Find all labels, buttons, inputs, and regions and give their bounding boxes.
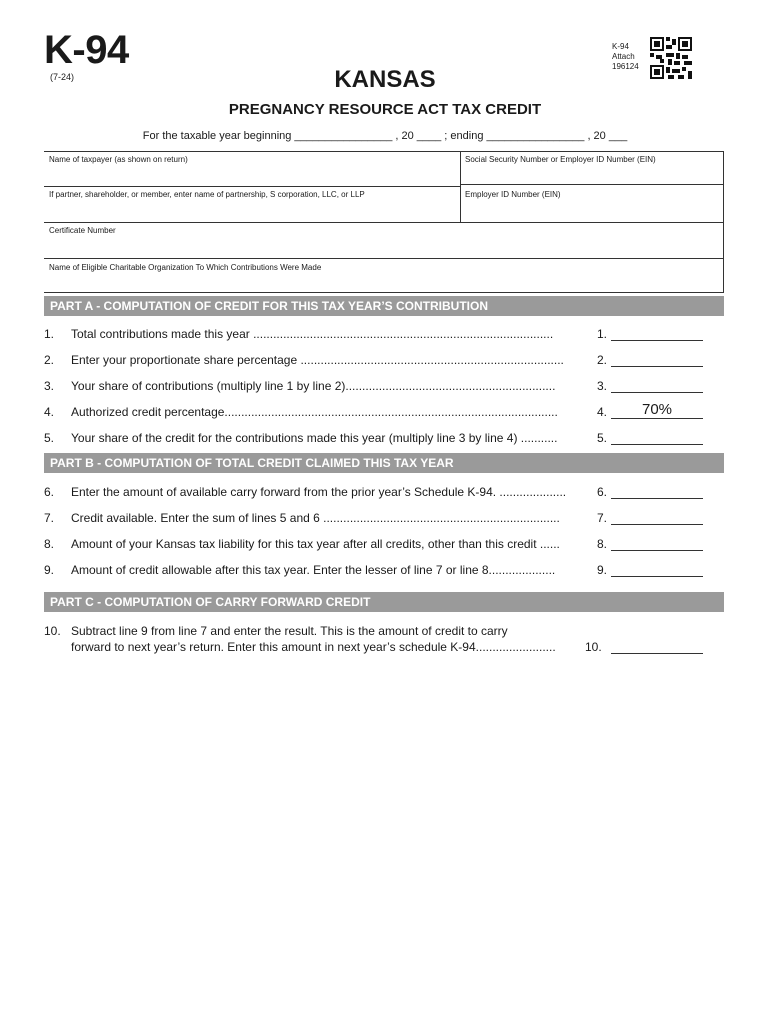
partnership-name-label: If partner, shareholder, or member, enter name of partnership, S corporation, LLC, or LLP	[49, 190, 365, 199]
qr-code-icon	[650, 37, 692, 79]
form-number: K-94	[44, 28, 129, 72]
line-number: 3.	[44, 379, 55, 393]
line-10-input[interactable]	[611, 653, 703, 654]
line-8-input[interactable]	[611, 550, 703, 551]
line-number: 4.	[44, 405, 55, 419]
line-ref: 5.	[597, 431, 608, 445]
line-9	[44, 563, 724, 581]
line-text: Your share of contributions (multiply line 1 by line 2)...............................................................	[71, 379, 556, 393]
line-ref: 7.	[597, 511, 608, 525]
corner-code: 196124	[612, 62, 639, 71]
line-ref: 9.	[597, 563, 608, 577]
line-number: 8.	[44, 537, 55, 551]
form-title: PREGNANCY RESOURCE ACT TAX CREDIT	[228, 101, 542, 118]
line-ref: 4.	[597, 405, 608, 419]
line-8	[44, 537, 724, 555]
line-ref: 6.	[597, 485, 608, 499]
line-3	[44, 379, 724, 397]
certificate-number-field[interactable]	[44, 258, 724, 259]
line-1-input[interactable]	[611, 340, 703, 341]
line-text: Credit available. Enter the sum of lines 5 and 6 .......................................................................	[71, 511, 560, 525]
line-2	[44, 353, 724, 371]
divider	[44, 151, 724, 152]
line-text: forward to next year’s return. Enter this amount in next year’s schedule K-94........................	[71, 640, 556, 654]
part-b-header: PART B - COMPUTATION OF TOTAL CREDIT CLAIMED THIS TAX YEAR	[44, 453, 724, 473]
partnership-name-field[interactable]	[44, 222, 724, 223]
line-10-continued	[44, 640, 724, 658]
line-number: 2.	[44, 353, 55, 367]
revision-date: (7-24)	[50, 72, 75, 82]
line-number: 6.	[44, 485, 55, 499]
charitable-org-label: Name of Eligible Charitable Organization To Which Contributions Were Made	[49, 263, 322, 272]
line-text: Amount of your Kansas tax liability for this tax year after all credits, other than this credit ......	[71, 537, 560, 551]
employer-id-label: Employer ID Number (EIN)	[465, 190, 561, 199]
line-9-input[interactable]	[611, 576, 703, 577]
line-text: Subtract line 9 from line 7 and enter the result. This is the amount of credit to carry	[71, 624, 508, 638]
line-text: Authorized credit percentage....................................................................................................	[71, 405, 558, 419]
line-7-input[interactable]	[611, 524, 703, 525]
line-number: 10.	[44, 624, 61, 638]
line-text: Enter your proportionate share percentage ...............................................................................	[71, 353, 564, 367]
credit-percentage-value: 70%	[641, 401, 673, 418]
certificate-number-label: Certificate Number	[49, 226, 116, 235]
line-number: 7.	[44, 511, 55, 525]
line-ref: 2.	[597, 353, 608, 367]
taxable-year-line[interactable]: For the taxable year beginning ________________ , 20 ____ ; ending ________________ , 20 ___	[142, 130, 628, 142]
charitable-org-field[interactable]	[44, 292, 724, 293]
taxpayer-name-field[interactable]	[44, 186, 460, 187]
state-name: KANSAS	[334, 66, 436, 93]
line-text: Total contributions made this year ..........................................................................................	[71, 327, 554, 341]
corner-form-number: K-94	[612, 42, 629, 51]
corner-attach: Attach	[612, 52, 635, 61]
taxpayer-name-label: Name of taxpayer (as shown on return)	[49, 155, 188, 164]
line-1	[44, 327, 724, 345]
part-c-header: PART C - COMPUTATION OF CARRY FORWARD CREDIT	[44, 592, 724, 612]
line-5	[44, 431, 724, 449]
line-6	[44, 485, 724, 503]
line-2-input[interactable]	[611, 366, 703, 367]
line-ref: 8.	[597, 537, 608, 551]
line-5-input[interactable]	[611, 444, 703, 445]
line-6-input[interactable]	[611, 498, 703, 499]
line-number: 5.	[44, 431, 55, 445]
line-4-input	[611, 418, 703, 419]
line-text: Your share of the credit for the contributions made this year (multiply line 3 by line 4) ...........	[71, 431, 558, 445]
ssn-ein-label: Social Security Number or Employer ID Number (EIN)	[465, 155, 656, 164]
ssn-ein-field[interactable]	[460, 184, 724, 185]
line-number: 9.	[44, 563, 55, 577]
line-number: 1.	[44, 327, 55, 341]
line-text: Enter the amount of available carry forward from the prior year’s Schedule K-94. ....................	[71, 485, 567, 499]
line-ref: 1.	[597, 327, 608, 341]
line-ref: 3.	[597, 379, 608, 393]
part-a-header: PART A - COMPUTATION OF CREDIT FOR THIS TAX YEAR’S CONTRIBUTION	[44, 296, 724, 316]
line-7	[44, 511, 724, 529]
divider	[460, 151, 461, 223]
corner-info	[612, 42, 639, 72]
line-3-input[interactable]	[611, 392, 703, 393]
line-ref: 10.	[585, 640, 602, 654]
line-4	[44, 401, 724, 423]
line-text: Amount of credit allowable after this tax year. Enter the lesser of line 7 or line 8....................	[71, 563, 556, 577]
